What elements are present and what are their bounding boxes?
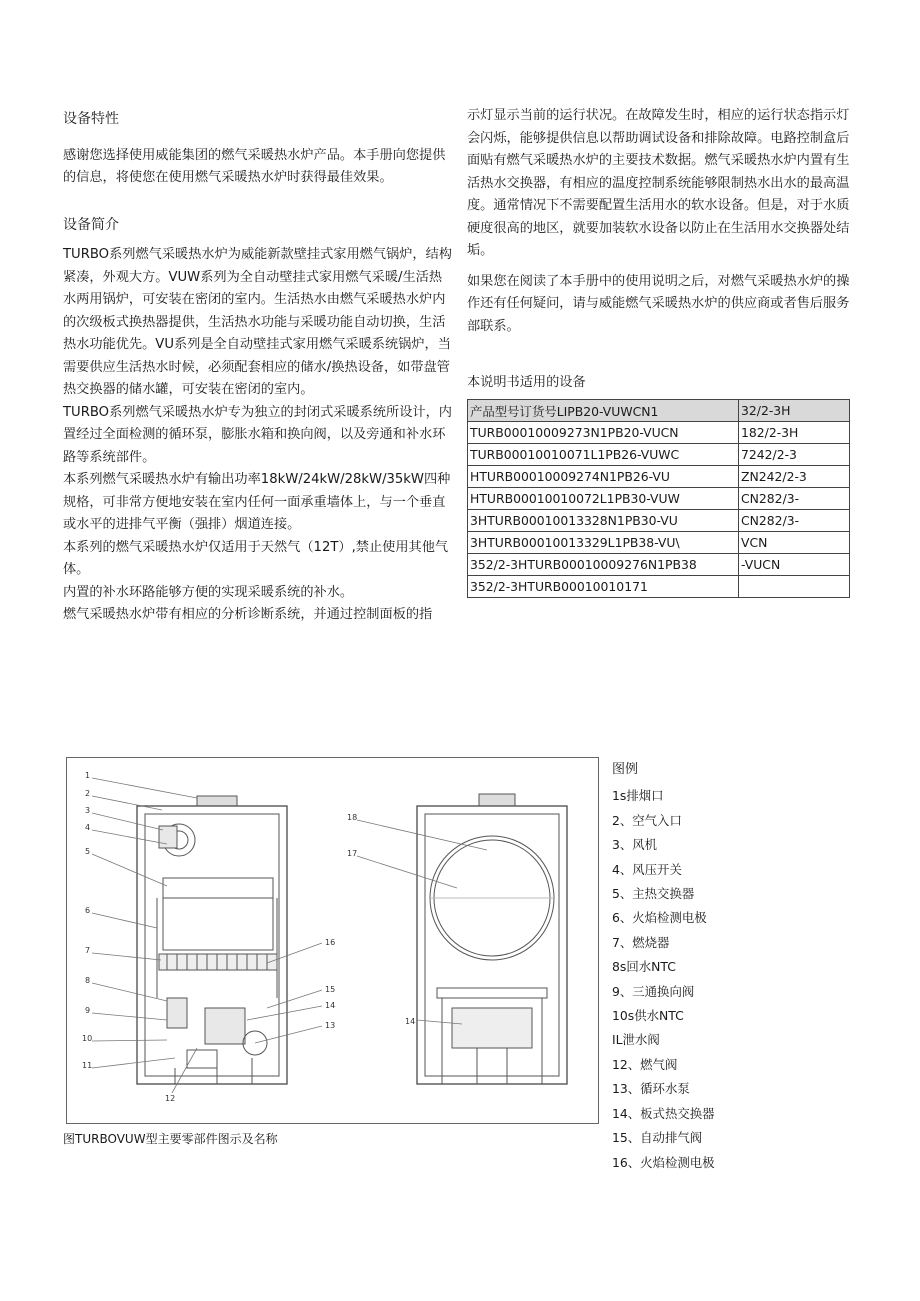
callout-16: 16: [325, 938, 336, 947]
table-row: [468, 554, 850, 576]
system-paragraph: TURBO系列燃气采暖热水炉专为独立的封闭式采暖系统所设计，内置经过全面检测的循环泵，膨胀水箱和换向阀，以及旁通和补水环路等系统部件。: [63, 404, 452, 465]
legend-item: 12、燃气阀: [612, 1056, 678, 1072]
table-cell: -VUCN: [739, 554, 850, 576]
legend-item: 8s回水NTC: [612, 959, 676, 975]
callout-4: 4: [85, 823, 91, 832]
legend-item: 16、火焰检测电极: [612, 1154, 715, 1170]
legend-item: 3、风机: [612, 837, 658, 853]
right-column: [467, 105, 857, 395]
callout-leaders-right: [357, 820, 487, 1024]
callout-11: 11: [82, 1061, 93, 1070]
rear-view-boiler: [417, 794, 567, 1084]
legend-item: 7、燃烧器: [612, 934, 670, 950]
section-heading-overview: 设备简介: [63, 216, 119, 233]
table-cell: [739, 576, 850, 598]
power-paragraph: 本系列燃气采暖热水炉有输出功率18kW/24kW/28kW/35kW四种规格，可非常方便地安装在室内任何一面承重墙体上，与一个垂直或水平的进排气平衡（强排）烟道连接。: [63, 472, 451, 532]
table-row: [468, 444, 850, 466]
callout-13: 13: [325, 1021, 336, 1030]
callout-18: 18: [347, 813, 358, 822]
table-row: [468, 422, 850, 444]
callout-14: 14: [325, 1001, 336, 1010]
callout-15: 15: [325, 985, 336, 994]
table-title: 本说明书适用的设备: [467, 375, 586, 390]
legend-item: 9、三通换向阀: [612, 983, 695, 999]
callout-10: 10: [82, 1034, 93, 1043]
legend-item: 13、循环水泵: [612, 1081, 690, 1097]
legend-item: 1s排烟口: [612, 788, 664, 804]
table-cell: 182/2-3H: [739, 422, 850, 444]
table-cell: CN282/3-: [739, 510, 850, 532]
table-header-row: [468, 400, 850, 422]
table-cell: ZN242/2-3: [739, 466, 850, 488]
table-cell: 3HTURB00010013328N1PB30-VU: [468, 510, 739, 532]
callout-8: 8: [85, 976, 91, 985]
callout-12: 12: [165, 1094, 176, 1103]
table-cell: 3HTURB00010013329L1PB38-VU\: [468, 532, 739, 554]
diagnostics-paragraph: 燃气采暖热水炉带有相应的分析诊断系统，并通过控制面板的指: [63, 607, 433, 622]
callout-numbers-left: [82, 771, 335, 1103]
table-row: [468, 510, 850, 532]
callout-1: 1: [85, 771, 91, 780]
figure-caption: 图TURBOVUW型主要零部件图示及名称: [63, 1132, 278, 1146]
legend-item: 15、自动排气阀: [612, 1130, 703, 1146]
section-heading-features: 设备特性: [63, 111, 119, 127]
contact-paragraph: 如果您在阅读了本手册中的使用说明之后，对燃气采暖热水炉的操作还有任何疑问，请与威能燃气采暖热水炉的供应商或者售后服务部联系。: [467, 273, 850, 334]
table-cell: VCN: [739, 532, 850, 554]
callout-6: 6: [85, 906, 91, 915]
table-row: [468, 576, 850, 598]
table-row: [468, 466, 850, 488]
boiler-components-figure: [66, 757, 599, 1124]
callout-14-right: 14: [405, 1017, 416, 1026]
table-cell: 352/2-3HTURB00010009276N1PB38: [468, 554, 739, 576]
left-column: [63, 108, 455, 627]
legend-item: 6、火焰检测电极: [612, 910, 707, 926]
callout-3: 3: [85, 806, 91, 815]
table-cell: CN282/3-: [739, 488, 850, 510]
boiler-diagram: [67, 758, 598, 1123]
callout-numbers-right: [347, 813, 415, 1026]
overview-paragraph: TURBO系列燃气采暖热水炉为威能新款壁挂式家用燃气锅炉，结构紧凑，外观大方。VUW系列为全自动壁挂式家用燃气采暖/生活热水两用锅炉，可安装在密闭的室内。生活热水由燃气采暖热水炉内的次级板式换热器提供，生活热水功能与采暖功能自动切换，生活热水功能优先。VU系列是全自动壁挂式家用燃气采暖系统锅炉，当需要供应生活热水时候，必须配套相应的储水/换热设备，如带盘管热交换器的储水罐，可安装在密闭的室内。: [63, 247, 452, 397]
legend-title: 图例: [612, 762, 639, 777]
table-cell: HTURB00010010072L1PB30-VUW: [468, 488, 739, 510]
table-cell: 352/2-3HTURB00010010171: [468, 576, 739, 598]
table-header-cell: 产品型号订货号LIPB20-VUWCN1: [468, 400, 739, 422]
table-cell: HTURB00010009274N1PB26-VU: [468, 466, 739, 488]
legend-item: 2、空气入口: [612, 812, 682, 828]
table-row: [468, 488, 850, 510]
intro-paragraph: 感谢您选择使用威能集团的燃气采暖热水炉产品。本手册向您提供的信息，将使您在使用燃气采暖热水炉时获得最佳效果。: [63, 147, 446, 185]
status-paragraph: 示灯显示当前的运行状况。在故障发生时，相应的运行状态指示灯会闪烁，能够提供信息以帮助调试设备和排除故障。电路控制盒后面贴有燃气采暖热水炉的主要技术数据。燃气采暖热水炉内置有生活热水交换器，有相应的温度控制系统能够限制热水出水的最高温度。通常情况下不需要配置生活用水的软水设备。但是，对于水质硬度很高的地区，就要加装软水设备以防止在生活用水交换器处结垢。: [467, 108, 850, 258]
table-header-cell: 32/2-3H: [739, 400, 850, 422]
callout-2: 2: [85, 789, 91, 798]
table-cell: 7242/2-3: [739, 444, 850, 466]
gas-paragraph: 本系列的燃气采暖热水炉仅适用于天然气（12T）,禁止使用其他气体。: [63, 539, 449, 577]
legend-item: IL泄水阀: [612, 1032, 660, 1048]
table-row: [468, 532, 850, 554]
applicable-models-table: [467, 399, 850, 598]
table-cell: TURB00010010071L1PB26-VUWC: [468, 444, 739, 466]
figure-legend: [612, 758, 715, 1175]
callout-17: 17: [347, 849, 358, 858]
callout-9: 9: [85, 1006, 91, 1015]
refill-paragraph: 内置的补水环路能够方便的实现采暖系统的补水。: [63, 584, 354, 600]
burner-fins: [159, 954, 277, 970]
legend-item: 4、风压开关: [612, 861, 682, 877]
callout-5: 5: [85, 847, 91, 856]
callout-7: 7: [85, 946, 91, 955]
table-cell: TURB00010009273N1PB20-VUCN: [468, 422, 739, 444]
legend-item: 14、板式热交换器: [612, 1105, 715, 1121]
legend-item: 5、主热交换器: [612, 886, 695, 902]
legend-item: 10s供水NTC: [612, 1008, 684, 1024]
